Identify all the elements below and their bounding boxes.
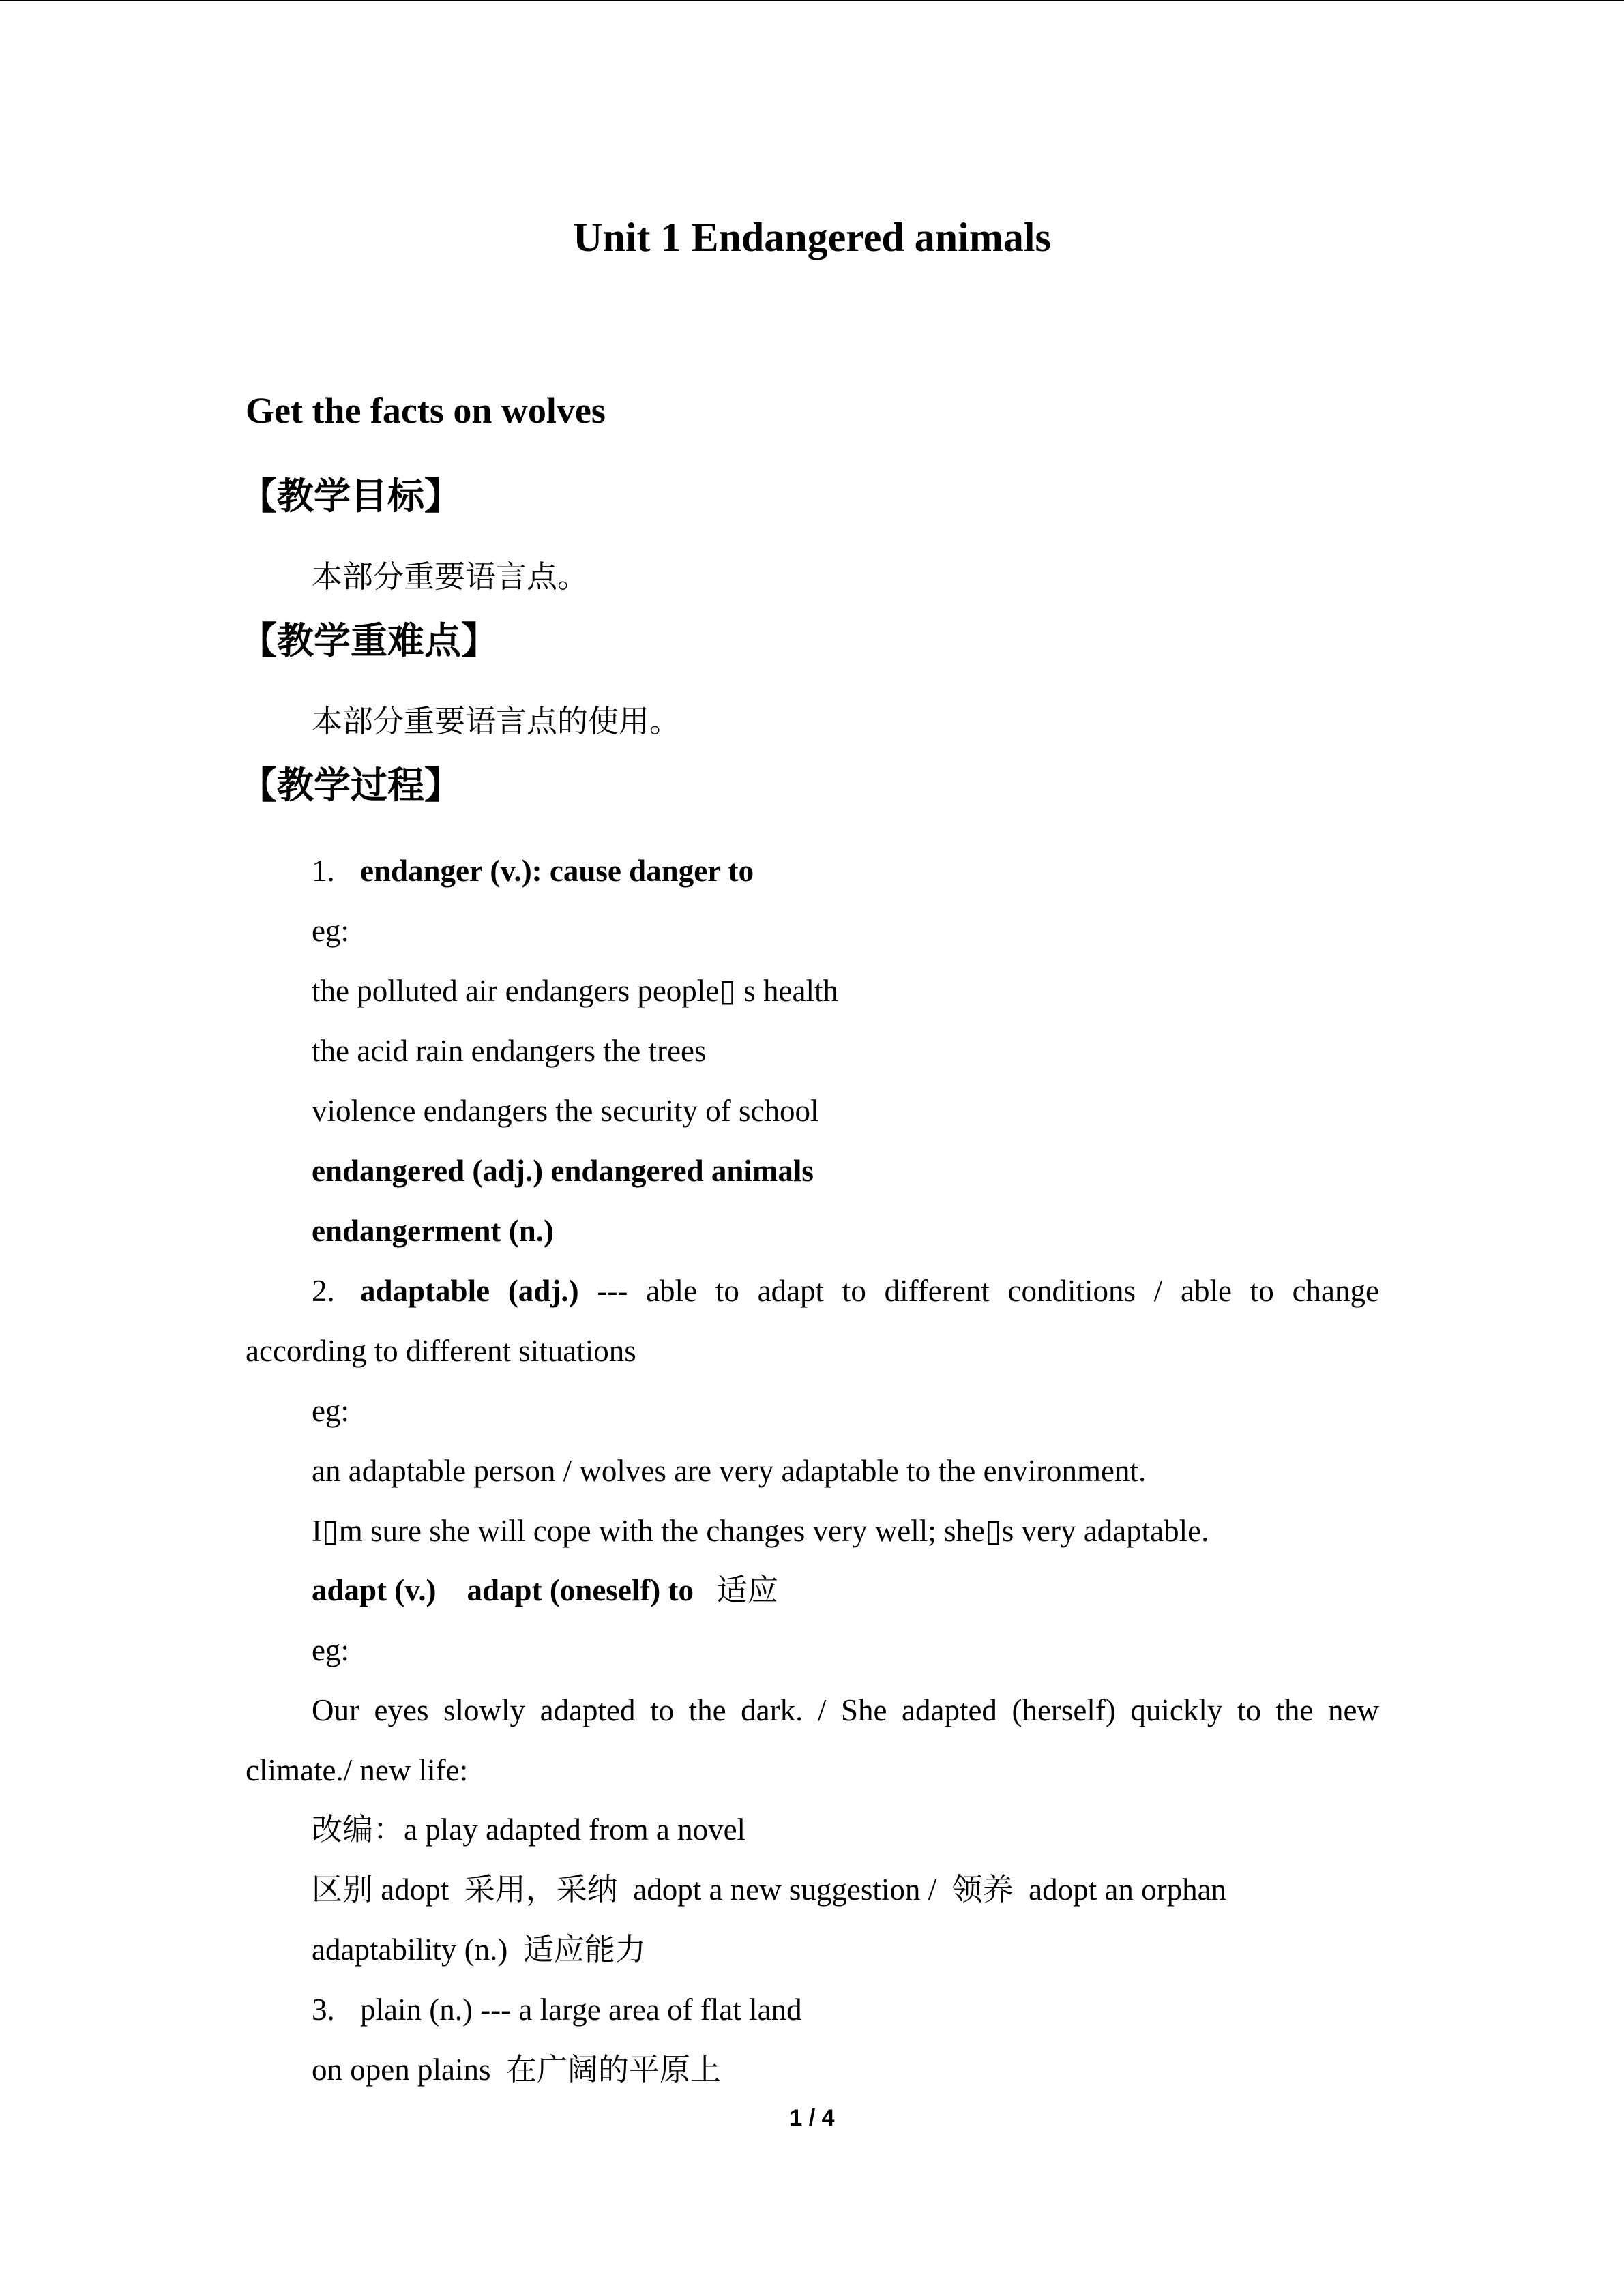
item-2-example-2: I▯m sure she will cope with the changes very well; she▯s very adaptable. [312,1514,1209,1548]
item-2-eg-label: eg: [312,1394,349,1428]
item-2-adapt-line [312,1570,778,1611]
item-3-heading [312,1989,802,2030]
item-1-number: 1. [312,854,335,888]
adapt-cn: 适应 [694,1573,778,1607]
adapt-example-continued: climate./ new life: [246,1753,469,1787]
heading-process: 【教学过程】 [240,764,461,807]
item-3-example: on open plains 在广阔的平原上 [312,2053,721,2087]
page-number: 1 / 4 [789,2105,835,2131]
item-2-heading [312,1270,1379,1311]
item-2-example-1: an adaptable person / wolves are very adaptable to the environment. [312,1454,1147,1488]
item-1-term: endanger (v.): cause danger to [360,854,754,888]
adapt-example: Our eyes slowly adapted to the dark. / She adapted (herself) quickly to the new [312,1693,1379,1727]
item-2-definition-continued: according to different situations [246,1334,636,1368]
item-1-example-1: the polluted air endangers people▯ s health [312,974,839,1008]
item-2-term: adaptable (adj.) [360,1274,579,1308]
item-1-example-2: the acid rain endangers the trees [312,1034,707,1068]
item-2-definition: --- able to adapt to different conditions / able to change [578,1274,1379,1308]
item-1-eg-label: eg: [312,914,349,948]
adaptability: adaptability (n.) 适应能力 [312,1933,646,1967]
objective-text: 本部分重要语言点。 [312,560,589,594]
item-1-derived-noun: endangerment (n.) [312,1214,554,1248]
heading-key-points: 【教学重难点】 [240,619,498,662]
item-2-eg-label-2: eg: [312,1633,349,1667]
item-2-number: 2. [312,1274,335,1308]
adapt-term: adapt (v.) adapt (oneself) to [312,1573,694,1607]
section-title: Get the facts on wolves [246,390,606,431]
key-points-text: 本部分重要语言点的使用。 [312,704,681,739]
adopt-distinction: 区别 adopt 采用，采纳 adopt a new suggestion / 领养 adopt an orphan [312,1873,1227,1907]
item-3-number: 3. [312,1993,335,2027]
adapt-play: 改编：a play adapted from a novel [312,1813,746,1847]
item-1-example-3: violence endangers the security of school [312,1094,819,1128]
heading-objective: 【教学目标】 [240,475,461,518]
item-1-derived-adj: endangered (adj.) endangered animals [312,1154,814,1188]
item-1-heading [312,850,754,891]
item-3-term: plain (n.) --- a large area of flat land [360,1993,802,2027]
document-title: Unit 1 Endangered animals [573,215,1051,260]
